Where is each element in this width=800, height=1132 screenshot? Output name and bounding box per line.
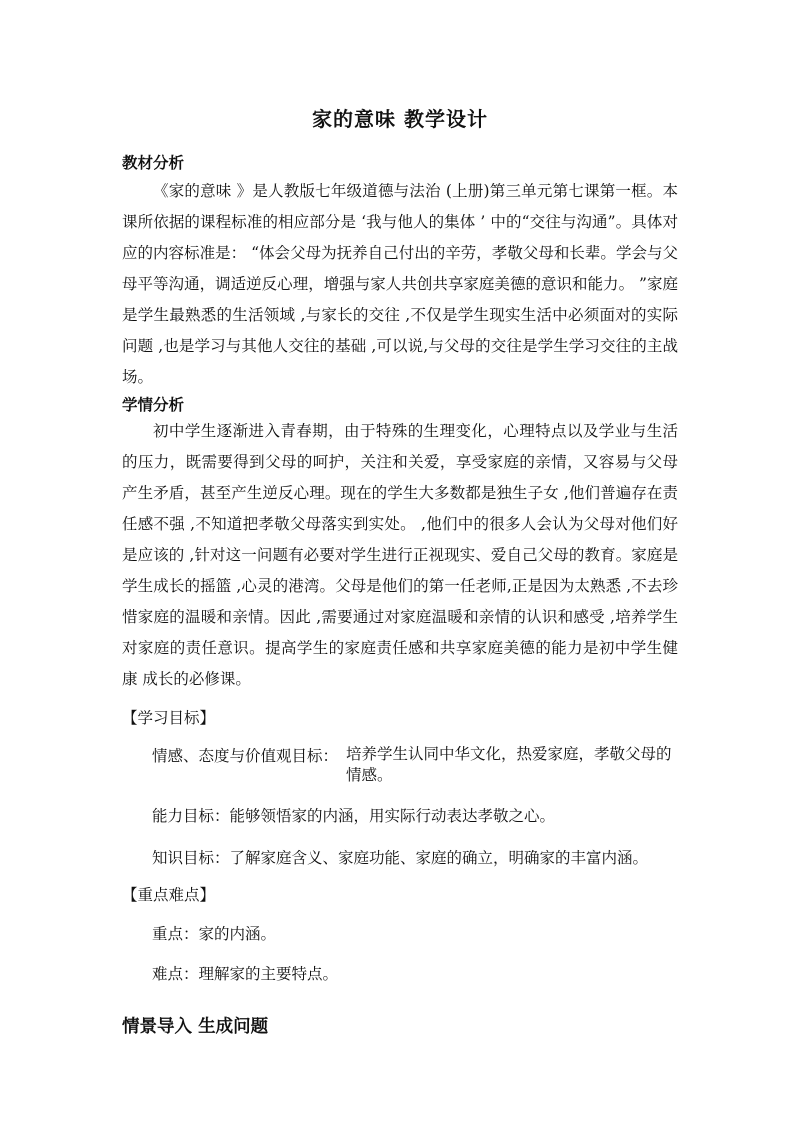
- focus-point: 重点：家的内涵。: [152, 925, 277, 943]
- textbook-analysis-paragraph: 《家的意味 》是人教版七年级道德与法治 (上册)第三单元第七课第一框。本课所依据的课程标准的相应部分是 ‘我与他人的集体 ’ 中的“交往与沟通”。具体对应的内容标准是： “体会父母为抚养自己付出的辛劳，孝敬父母和长辈。学会与父母平等沟通，调适逆反心理，增强与家人共创共享家庭美德的意识和能力。 ”家庭是学生最熟悉的生活领域 ,与家长的交往 ,不仅是学生现实生活中必须面对的实际问题 ,也是学习与其他人交往的基础 ,可以说,与父母的交往是学生学习交往的主战场。: [122, 182, 678, 386]
- scenario-section-heading: 情景导入 生成问题: [122, 1017, 269, 1037]
- ability-objective: 能力目标：能够领悟家的内涵，用实际行动表达孝敬之心。: [152, 807, 556, 825]
- emotion-objective-text: 培养学生认同中华文化，热爱家庭，孝敬父母的情感。: [346, 745, 672, 784]
- textbook-analysis-heading: 教材分析: [122, 154, 185, 172]
- document-title: 家的意味 教学设计: [312, 107, 488, 131]
- student-analysis-paragraph: 初中学生逐渐进入青春期，由于特殊的生理变化，心理特点以及学业与生活的压力，既需要得到父母的呵护，关注和关爱，享受家庭的亲情，又容易与父母产生矛盾，甚至产生逆反心理。现在的学生大多数都是独生子女 ,他们普遍存在责任感不强 ,不知道把孝敬父母落实到实处。 ,他们中的很多人会认为父母对他们好是应该的 ,针对这一问题有必要对学生进行正视现实、爱自己父母的教育。家庭是学生成长的摇篮 ,心灵的港湾。父母是他们的第一任老师,正是因为太熟悉 ,不去珍惜家庭的温暖和亲情。因此 ,需要通过对家庭温暖和亲情的认识和感受 ,培养学生对家庭的责任意识。提高学生的家庭责任感和共享家庭美德的能力是初中学生健康 成长的必修课。: [122, 422, 678, 688]
- objectives-heading: 【学习目标】: [122, 709, 216, 727]
- emotion-objective-label: 情感、态度与价值观目标：: [152, 747, 339, 765]
- key-points-heading: 【重点难点】: [122, 886, 216, 904]
- difficulty-point: 难点：理解家的主要特点。: [152, 965, 339, 983]
- knowledge-objective: 知识目标：了解家庭含义、家庭功能、家庭的确立，明确家的丰富内涵。: [152, 849, 649, 867]
- student-analysis-heading: 学情分析: [122, 396, 185, 414]
